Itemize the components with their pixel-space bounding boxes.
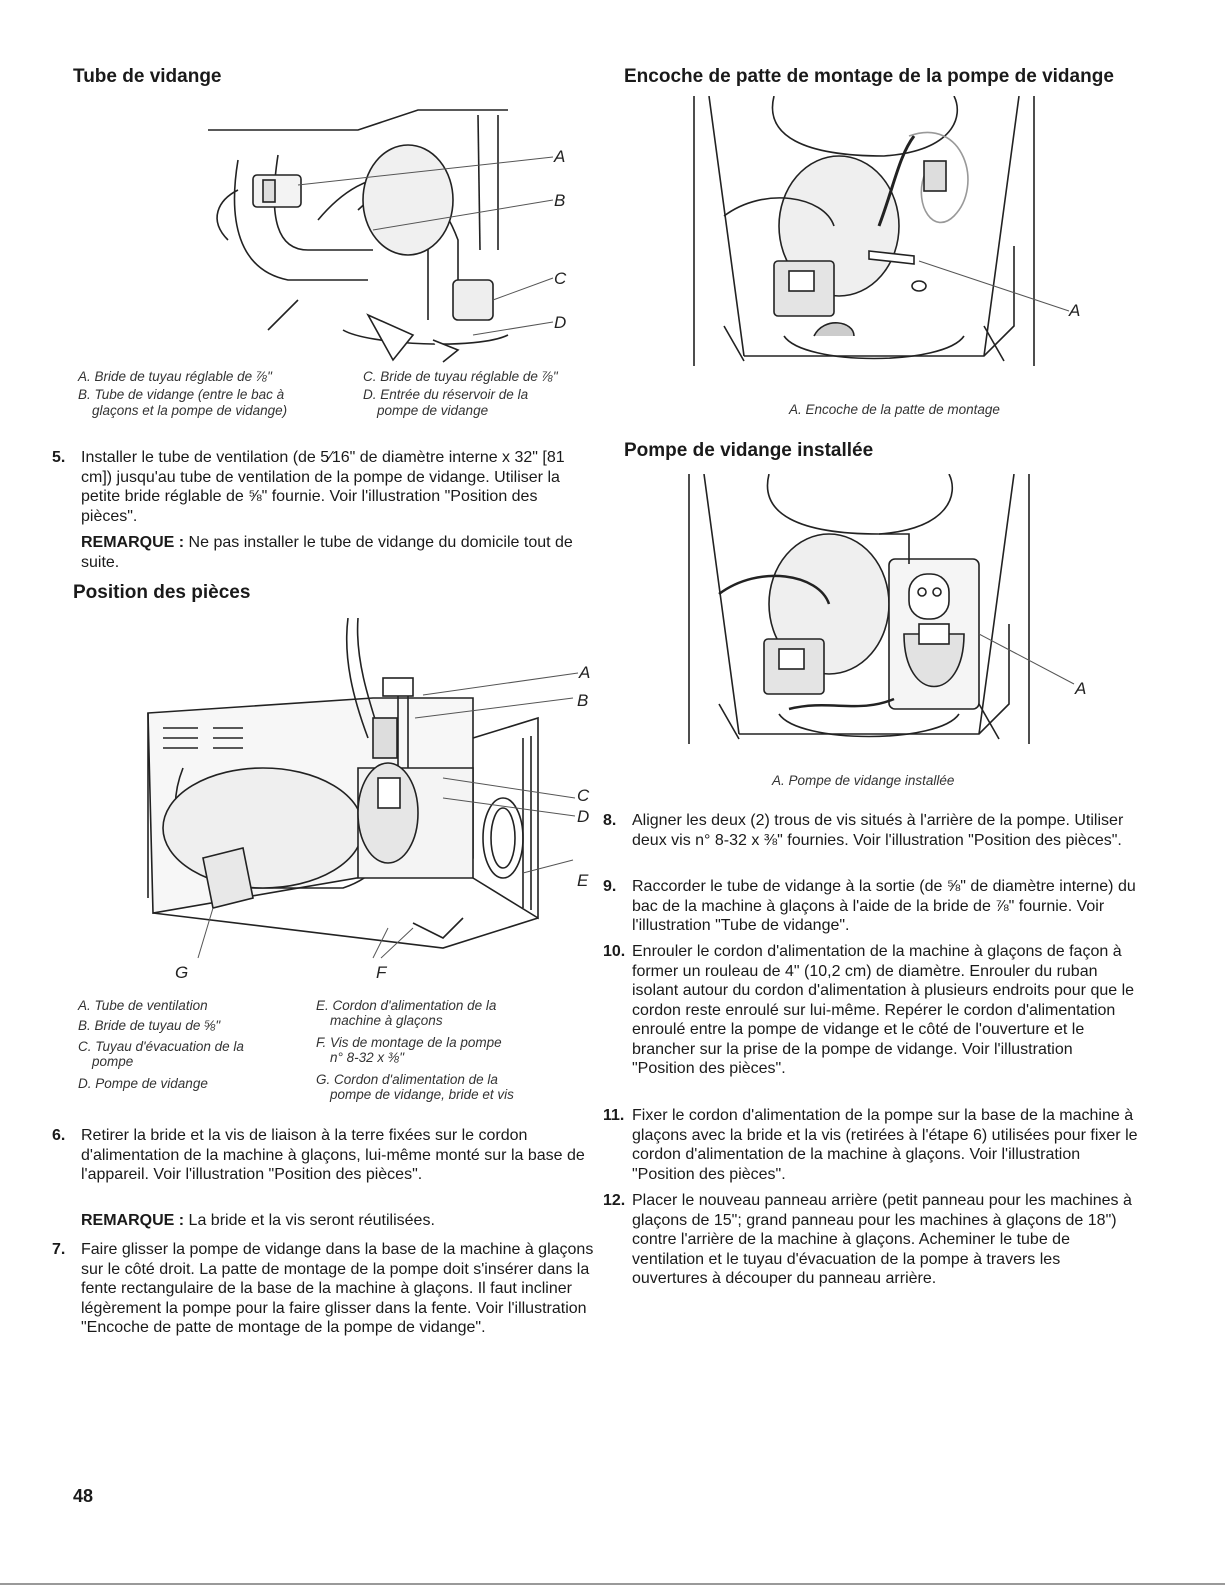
step-text: Faire glisser la pompe de vidange dans la base de la machine à glaçons sur le côté droit. La patte de montage de la pompe doit s'insérer dans la fente rectangulaire de la base de la machine à glaçons. Il faut incliner légèrement la pompe pour la faire glisser dans la fente. Voir l'illustration "Encoche de patte de montage de la pompe de vidange". xyxy=(81,1241,594,1336)
mounting-notch-illustration xyxy=(684,96,1154,386)
step-text: Raccorder le tube de vidange à la sortie (de ⅝" de diamètre interne) du bac de la machine à glaçons à l'aide de la bride de ⅞" fournie. Voir l'illustration "Tube de vidange". xyxy=(632,878,1136,934)
legend-item-f: F. Vis de montage de la pompe xyxy=(316,1035,502,1050)
step-text: Aligner les deux (2) trous de vis situés à l'arrière de la pompe. Utiliser deux vis n° 8-32 x ⅜" fournies. Voir l'illustration "Position des pièces". xyxy=(632,812,1124,849)
remark-label: REMARQUE : xyxy=(81,534,185,551)
figure-mounting-notch xyxy=(684,96,1154,386)
legend-item-e: E. Cordon d'alimentation de la xyxy=(316,998,497,1013)
step-8 xyxy=(603,811,1139,850)
step-number: 5. xyxy=(52,449,66,466)
legend-item-c-cont: pompe xyxy=(92,1054,134,1069)
step-number: 8. xyxy=(603,812,617,829)
label-c: C xyxy=(577,786,590,805)
legend-item-d-cont: pompe de vidange xyxy=(377,403,489,418)
figure-drain-tube xyxy=(168,100,608,365)
legend-item-b: B. Bride de tuyau de ⅝" xyxy=(78,1018,221,1033)
legend-item-c: C. Tuyau d'évacuation de la xyxy=(78,1039,244,1054)
label-a: A xyxy=(554,147,566,166)
label-a: A xyxy=(1075,679,1087,698)
remark-step-5 xyxy=(81,533,598,572)
step-number: 10. xyxy=(603,943,626,960)
figure-parts-position xyxy=(143,618,603,988)
remark-text: Ne pas installer le tube de vidange du domicile tout de suite. xyxy=(81,534,573,571)
legend-item-d: D. Pompe de vidange xyxy=(78,1076,208,1091)
step-text: Enrouler le cordon d'alimentation de la machine à glaçons de façon à former un rouleau de 4" (10,2 cm) de diamètre. Enrouler du ruban isolant autour du cordon d'alimentation à plusieurs endroits pour que le cordon reste enroulé sur lui-même. Repérer le cordon d'alimentation enroulé entre la pompe de vidange et le côté de l'ouverture et le brancher sur la prise de la pompe de vidange. Voir l'illustration "Position des pièces". xyxy=(632,943,1135,1077)
step-5 xyxy=(52,448,598,526)
step-text: Retirer la bride et la vis de liaison à la terre fixées sur le cordon d'alimentation de la machine à glaçons, lui-même monté sur la base de l'appareil. Voir l'illustration "Position des pièces". xyxy=(81,1127,585,1183)
legend-item-g: G. Cordon d'alimentation de la xyxy=(316,1072,498,1087)
step-number: 6. xyxy=(52,1127,66,1144)
step-10 xyxy=(603,942,1139,1079)
drain-tube-illustration xyxy=(168,100,608,365)
section-title-drain-tube: Tube de vidange xyxy=(73,66,222,87)
legend-item-a: A. Bride de tuyau réglable de ⅞" xyxy=(78,369,272,384)
label-b: B xyxy=(577,691,589,710)
label-g: G xyxy=(175,963,189,982)
step-number: 12. xyxy=(603,1192,626,1209)
step-text: Installer le tube de ventilation (de 5⁄16" de diamètre interne x 32" [81 cm]) jusqu'au tube de ventilation de la pompe de vidange. Utiliser la petite bride réglable de ⅝" fournie. Voir l'illustration "Position des pièces". xyxy=(81,449,565,525)
step-text: Placer le nouveau panneau arrière (petit panneau pour les machines à glaçons de 15"; grand panneau pour les machines à glaçons de 18") contre l'arrière de la machine à glaçons. Acheminer le tube de ventilation et le tuyau d'évacuation de la pompe à travers les ouvertures à découper du panneau arrière. xyxy=(632,1192,1132,1287)
legend-item-c: C. Bride de tuyau réglable de ⅞" xyxy=(363,369,558,384)
label-e: E xyxy=(577,871,589,890)
step-11 xyxy=(603,1106,1139,1184)
label-b: B xyxy=(554,191,566,210)
caption-notch: A. Encoche de la patte de montage xyxy=(789,402,1000,417)
label-c: C xyxy=(554,269,567,288)
legend-drain-tube xyxy=(78,369,608,429)
remark-label: REMARQUE : xyxy=(81,1212,185,1229)
label-a: A xyxy=(1069,301,1081,320)
legend-parts xyxy=(78,998,608,1104)
section-title-parts: Position des pièces xyxy=(73,582,251,603)
legend-item-b: B. Tube de vidange (entre le bac à xyxy=(78,387,285,402)
label-d: D xyxy=(554,313,567,332)
step-7 xyxy=(52,1240,598,1338)
legend-item-a: A. Tube de ventilation xyxy=(78,998,208,1013)
remark-step-6 xyxy=(81,1211,598,1231)
legend-item-d: D. Entrée du réservoir de la xyxy=(363,387,529,402)
label-d: D xyxy=(577,807,590,826)
label-a: A xyxy=(579,663,591,682)
figure-pump-installed xyxy=(679,474,1154,764)
step-number: 7. xyxy=(52,1241,66,1258)
legend-item-b-cont: glaçons et la pompe de vidange) xyxy=(92,403,288,418)
page-number: 48 xyxy=(73,1486,94,1506)
parts-position-illustration xyxy=(143,618,603,988)
step-12 xyxy=(603,1191,1139,1289)
remark-text: La bride et la vis seront réutilisées. xyxy=(184,1212,435,1229)
step-9 xyxy=(603,877,1139,936)
legend-item-g-cont: pompe de vidange, bride et vis xyxy=(330,1087,514,1102)
step-6 xyxy=(52,1126,598,1185)
section-title-installed: Pompe de vidange installée xyxy=(624,440,874,461)
label-f: F xyxy=(376,963,387,982)
step-number: 9. xyxy=(603,878,617,895)
step-number: 11. xyxy=(603,1107,625,1124)
legend-item-e-cont: machine à glaçons xyxy=(330,1013,443,1028)
pump-installed-illustration xyxy=(679,474,1154,764)
caption-installed: A. Pompe de vidange installée xyxy=(772,773,955,788)
step-text: Fixer le cordon d'alimentation de la pompe sur la base de la machine à glaçons avec la bride et la vis (retirées à l'étape 6) utilisées pour fixer le cordon d'alimentation de la machine à glaçons. Voir l'illustration "Position des pièces". xyxy=(632,1107,1138,1183)
section-title-notch: Encoche de patte de montage de la pompe de vidange xyxy=(624,66,1114,87)
legend-item-f-cont: n° 8-32 x ⅜" xyxy=(330,1050,404,1065)
